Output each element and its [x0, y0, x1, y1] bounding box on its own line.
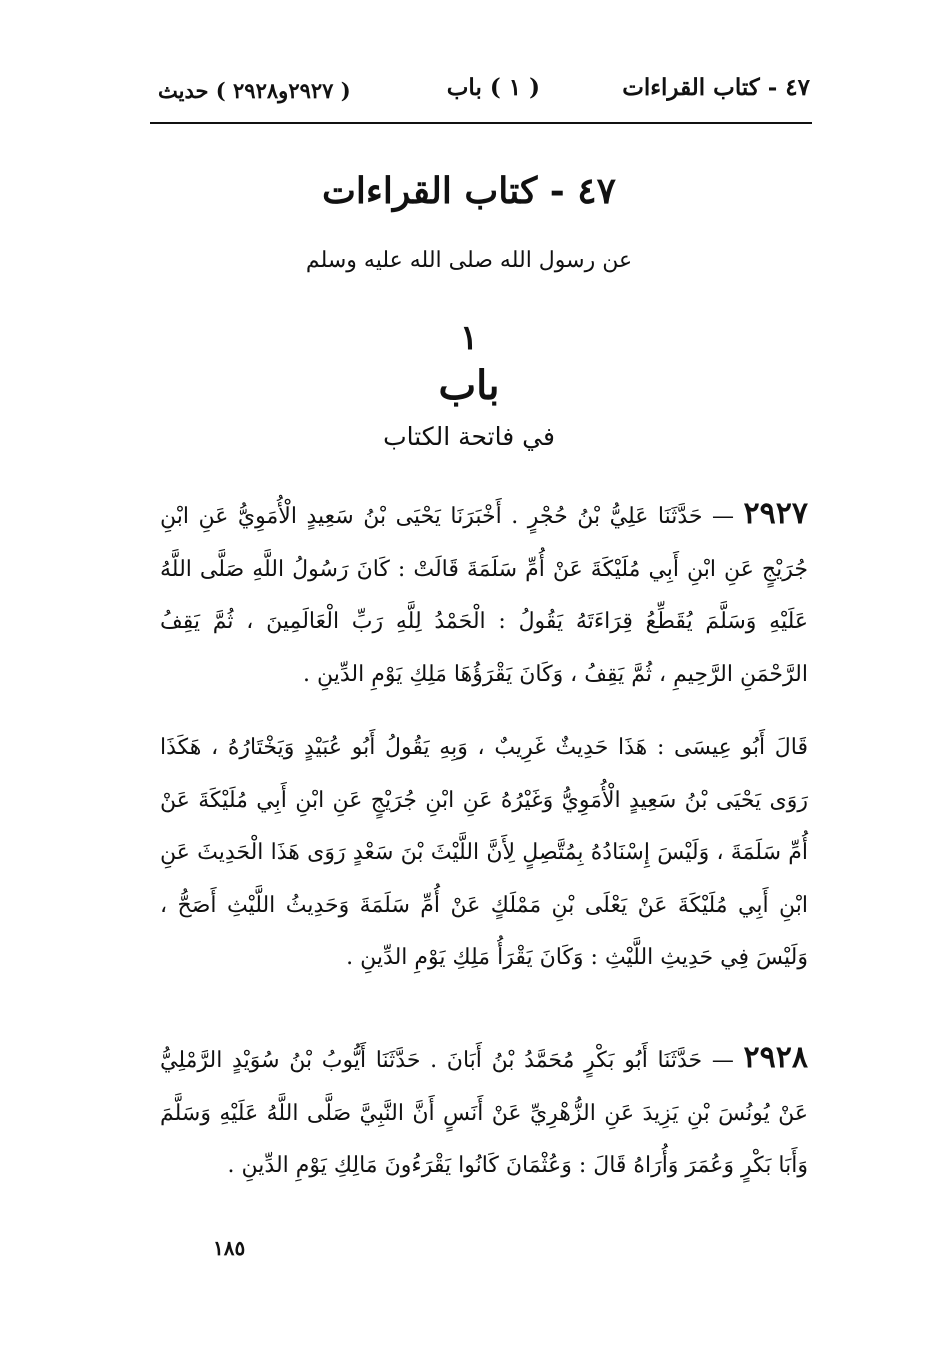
hadith-2928	[160, 1032, 808, 1193]
hadith-number: ٢٩٢٨	[743, 1040, 808, 1075]
header-divider	[150, 122, 812, 124]
hadith-2927	[160, 488, 808, 701]
running-header-book: ٤٧ - كتاب القراءات	[622, 74, 810, 101]
running-header	[150, 70, 810, 120]
running-header-chapter: ( ١ ) باب	[446, 74, 540, 101]
commentary-text: قَالَ أَبُو عِيسَى : هَذَا حَدِيثٌ غَرِيبٌ ، وَبِهِ يَقُولُ أَبُو عُبَيْدٍ وَيَخْتَارُهُ ، هَكَذَا رَوَى يَحْيَى بْنُ سَعِيدٍ الْأُمَوِيُّ وَغَيْرُهُ عَنِ ابْنِ جُرَيْجٍ عَنِ ابْنِ أَبِي مُلَيْكَةَ عَنْ أُمِّ سَلَمَةَ ، وَلَيْسَ إِسْنَادُهُ بِمُتَّصِلٍ لِأَنَّ اللَّيْثَ بْنَ سَعْدٍ رَوَى هَذَا الْحَدِيثَ عَنِ ابْنِ أَبِي مُلَيْكَةَ عَنْ يَعْلَى بْنِ مَمْلَكٍ عَنْ أُمِّ سَلَمَةَ وَحَدِيثُ اللَّيْثِ أَصَحُّ ، وَلَيْسَ فِي حَدِيثِ اللَّيْثِ : وَكَانَ يَقْرَأُ مَلِكِ يَوْمِ الدِّينِ .	[160, 735, 808, 970]
bab-title: في فاتحة الكتاب	[383, 422, 555, 451]
chapter-title: ٤٧ - كتاب القراءات	[322, 170, 616, 212]
page-number: ١٨٥	[213, 1236, 246, 1260]
running-header-hadiths: ( ٢٩٢٧و٢٩٢٨ ) حديث	[158, 78, 351, 103]
bab-number: ١	[459, 318, 479, 358]
commentary-paragraph	[160, 722, 808, 985]
chapter-subtitle: عن رسول الله صلى الله عليه وسلم	[305, 248, 633, 273]
hadith-number: ٢٩٢٧	[743, 496, 808, 531]
hadith-text: — حَدَّثَنَا أَبُو بَكْرٍ مُحَمَّدُ بْنُ أَبَانَ . حَدَّثَنَا أَيُّوبُ بْنُ سُوَيْدٍ الرَّمْلِيُّ عَنْ يُونُسَ بْنِ يَزِيدَ عَنِ الزُّهْرِيِّ عَنْ أَنَسٍ أَنَّ النَّبِيَّ صَلَّى اللَّهُ عَلَيْهِ وَسَلَّمَ وَأَبَا بَكْرٍ وَعُمَرَ وَأُرَاهُ قَالَ : وَعُثْمَانَ كَانُوا يَقْرَءُونَ مَالِكِ يَوْمِ الدِّينِ .	[160, 1048, 808, 1178]
hadith-text: — حَدَّثَنَا عَلِيُّ بْنُ حُجْرٍ . أَخْبَرَنَا يَحْيَى بْنُ سَعِيدٍ الْأُمَوِيُّ عَنِ ابْنِ جُرَيْجٍ عَنِ ابْنِ أَبِي مُلَيْكَةَ عَنْ أُمِّ سَلَمَةَ قَالَتْ : كَانَ رَسُولُ اللَّهِ صَلَّى اللَّهُ عَلَيْهِ وَسَلَّمَ يُقَطِّعُ قِرَاءَتَهُ يَقُولُ : الْحَمْدُ لِلَّهِ رَبِّ الْعَالَمِينَ ، ثُمَّ يَقِفُ الرَّحْمَنِ الرَّحِيمِ ، ثُمَّ يَقِفُ ، وَكَانَ يَقْرَؤُهَا مَلِكِ يَوْمِ الدِّينِ .	[160, 504, 808, 687]
bab-heading: باب	[438, 362, 500, 409]
